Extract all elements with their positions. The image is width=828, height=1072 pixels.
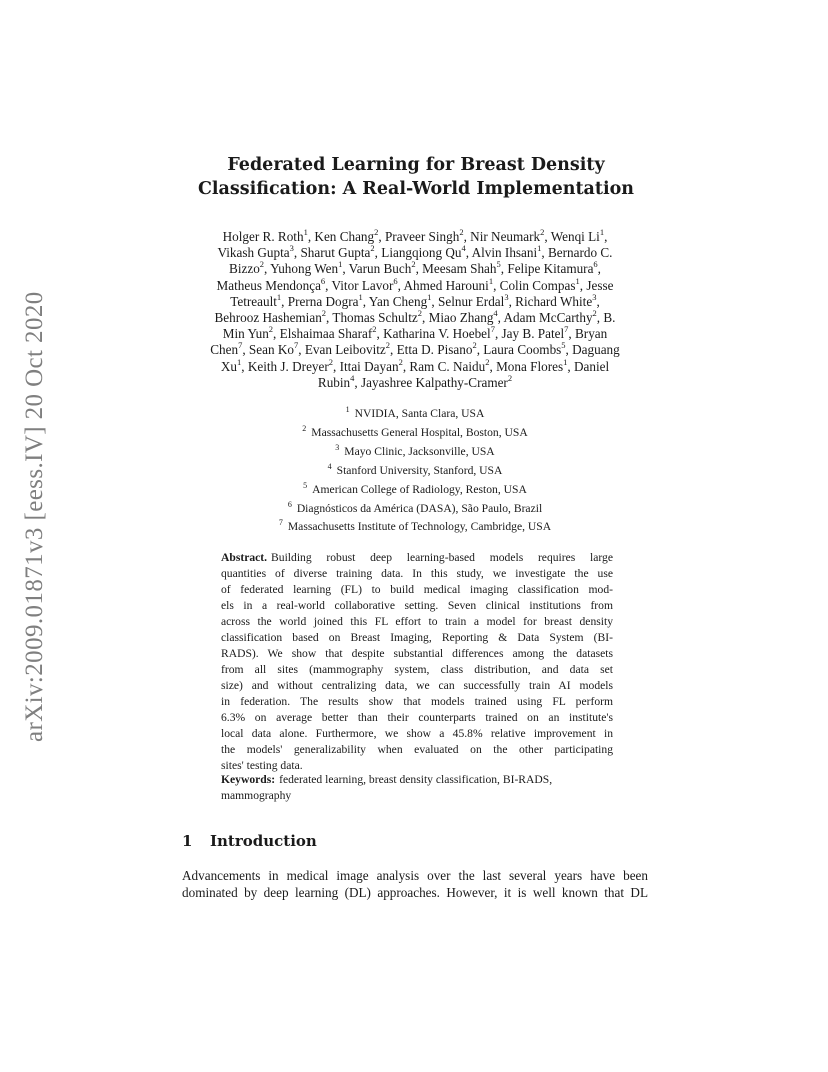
affiliation [182,479,648,498]
author-name: , Vitor Lavor [325,277,394,293]
author-name: , B. [596,310,616,326]
affiliation [182,516,648,535]
affiliation-marker: 7 [293,340,299,351]
abstract-label: Abstract. [221,551,268,564]
author-name: , Jayashree Kalpathy-Cramer [354,374,508,390]
affiliation-marker: 1 [358,291,363,302]
affiliation [182,441,648,460]
author-name: , Laura Coombs [476,342,562,358]
affiliation-marker: 2 [370,243,375,254]
body-text-line: Advancements in medical image analysis over the last several years have been [182,868,648,883]
author-name: Tetreault [230,293,277,309]
affiliation [182,498,648,517]
affiliation [182,403,648,422]
affiliation-marker: 1 [303,227,308,237]
affiliation-marker: 1 [338,259,343,270]
author-name: , Sean Ko [242,342,294,358]
affiliation [182,460,648,479]
affiliation-number: 4 [327,461,332,471]
author-name: Holger R. Roth [222,229,304,244]
author-name: , Keith J. Dreyer [241,358,329,374]
affiliation-marker: 2 [321,308,327,319]
author-name: , Sharut Gupta [293,245,371,261]
author-line [182,372,648,391]
author-name: , Yan Cheng [362,293,428,309]
affiliation-marker: 3 [289,243,294,254]
abstract [221,550,613,774]
affiliation-marker: 2 [328,356,334,367]
abstract-line: 6.3% on average better than their counterparts trained on an institute's [221,711,613,724]
author-name: , Bernardo C. [541,245,613,261]
author-name: , Evan Leibovitz [298,342,386,358]
affiliation-marker: 3 [504,291,509,302]
author-name: , Wenqi Li [544,229,600,244]
keywords [221,772,613,804]
author-name: , Mona Flores [489,358,564,374]
affiliation-marker: 5 [496,259,501,270]
affiliation-number: 6 [287,499,292,509]
affiliation-text: NVIDIA, Santa Clara, USA [354,407,485,420]
author-name: , Ram C. Naidu [402,358,486,374]
affiliation-text: Massachusetts General Hospital, Boston, USA [311,425,528,439]
author-line [182,275,648,294]
abstract-line: RADS). We show that despite substantial differences among the datasets [221,647,613,660]
affiliation-marker: 1 [599,227,605,237]
affiliation-text: American College of Radiology, Reston, USA [312,482,527,496]
author-line [182,326,648,342]
affiliation-marker: 2 [259,259,265,270]
author-line [182,229,648,245]
author-name: , Ittai Dayan [333,358,399,374]
abstract-line: classification based on Breast Imaging, Reporting & Data System (BI- [221,631,613,644]
affiliation-marker: 1 [427,291,432,302]
affiliation-marker: 2 [385,340,391,351]
affiliation-marker: 1 [276,291,282,302]
affiliation-marker: 2 [374,227,379,237]
author-name: , Nir Neumark [463,229,541,244]
author-line [182,342,648,358]
affiliation-text: Mayo Clinic, Jacksonville, USA [344,444,495,458]
author-name: Min Yun [222,326,269,342]
author-name: , Yuhong Wen [264,261,339,277]
arxiv-identifier-stamp: arXiv:2009.01871v3 [eess.IV] 20 Oct 2020 [21,291,48,742]
author-name: Rubin [317,374,351,390]
affiliation-marker: 4 [493,308,498,319]
author-name: , Katharina V. Hoebel [376,326,491,342]
author-name: , Prerna Dogra [281,293,359,309]
affiliation-marker: 2 [411,259,416,270]
author-name: , Richard White [508,293,593,309]
author-name: , Daguang [565,342,620,358]
affiliation-marker: 2 [398,356,403,367]
affiliation-marker: 6 [393,275,398,286]
affiliation-marker: 1 [563,356,568,367]
affiliation-text: Diagnósticos da América (DASA), São Paulo, Brazil [296,501,543,515]
abstract-line: size) and without centralizing data, we can successfully train AI models [221,679,613,692]
affiliation-number: 3 [335,442,340,452]
title-line: Federated Learning for Breast Density [227,155,605,175]
section-number: 1 [182,832,193,850]
author-name: , [604,229,608,244]
affiliation-marker: 6 [593,259,598,270]
affiliation-marker: 2 [268,324,274,335]
author-name: Matheus Mendonça [216,277,321,293]
author-name: Xu [220,358,237,374]
affiliation-marker: 2 [372,324,377,335]
affiliation-marker: 1 [236,356,242,367]
author-name: , Ken Chang [307,229,375,244]
abstract-line: from all sites (mammography system, class distribution, and data set [221,663,613,676]
keywords-label: Keywords: [221,773,276,786]
affiliation-marker: 3 [592,291,597,302]
author-name: Chen [210,342,239,358]
author-name: , Felipe Kitamura [500,261,594,277]
affiliation-marker: 7 [490,324,495,335]
affiliation-marker: 1 [537,243,542,254]
affiliation-marker: 5 [561,340,566,351]
affiliation-marker: 2 [459,227,464,237]
abstract-line: the models' generalizability when evaluated on the other participating [221,743,613,756]
affiliation-marker: 2 [417,308,422,319]
affiliation-marker: 1 [488,275,494,286]
abstract-line: across the world joined this FL effort to train a model for breast density [221,615,613,628]
author-name: , Etta D. Pisano [390,342,473,358]
affiliation-number: 5 [303,480,308,490]
author-name: , Jesse [579,277,614,293]
affiliation-marker: 2 [485,356,490,367]
author-name: , Bryan [568,326,608,342]
section-title: Introduction [210,832,317,850]
title-line: Classification: A Real-World Implementation [197,179,635,199]
abstract-line: Abstract. Building robust deep learning-based models requires large [221,551,613,564]
abstract-line: sites' testing data. [221,759,303,772]
abstract-line: of federated learning (FL) to build medical imaging classification mod- [221,583,613,596]
abstract-line: in federation. The results show that models trained using FL perform [221,695,613,708]
author-name: , [597,261,601,277]
author-name: , Liangqiong Qu [374,245,462,261]
keywords-line: mammography [221,789,292,802]
abstract-line: quantities of diverse training data. In this study, we investigate the use [221,567,613,580]
author-name: , Jay B. Patel [494,326,565,342]
abstract-line: local data alone. Furthermore, we show a 45.8% relative improvement in [221,727,613,740]
affiliation-marker: 6 [320,275,326,286]
body-text-line: dominated by deep learning (DL) approaches. However, it is well known that DL [182,885,648,900]
affiliation-marker: 2 [592,308,597,319]
author-name: , Praveer Singh [378,229,460,244]
section-heading-introduction [182,831,317,851]
author-name: , Varun Buch [342,261,412,277]
author-name: , Ahmed Harouni [397,277,489,293]
affiliation-marker: 1 [575,275,580,286]
affiliation-marker: 2 [540,227,545,237]
affiliation [182,422,648,441]
author-name: Bizzo [229,261,260,277]
affiliation-marker: 7 [238,340,243,351]
affiliation-marker: 4 [350,372,355,383]
author-name: , Selnur Erdal [431,293,505,309]
keywords-line: Keywords: federated learning, breast density classification, BI-RADS, [221,773,553,786]
author-line [182,310,648,326]
affiliation-marker: 2 [507,372,513,383]
author-list [182,229,648,391]
author-name: , Elshaimaa Sharaf [273,326,373,342]
author-name: Vikash Gupta [217,245,290,261]
affiliation-marker: 2 [472,340,477,351]
author-line [182,356,648,375]
affiliation-text: Stanford University, Stanford, USA [336,463,503,477]
author-name: , Daniel [567,358,610,374]
affiliation-number: 1 [345,405,350,414]
affiliation-marker: 7 [564,324,569,335]
author-name: , Miao Zhang [422,310,494,326]
author-line [182,291,648,310]
author-name: Behrooz Hashemian [214,310,322,326]
author-name: , [596,293,600,309]
author-name: , Colin Compas [493,277,576,293]
abstract-line: els in a real-world collaborative setting. Seven clinical institutions from [221,599,613,612]
author-name: , Thomas Schultz [326,310,418,326]
author-name: , Alvin Ihsani [465,245,538,261]
affiliation-text: Massachusetts Institute of Technology, Cambridge, USA [287,520,552,534]
affiliation-number: 7 [278,518,283,528]
affiliation-marker: 4 [461,243,466,254]
paper-title [150,153,682,201]
introduction-body [182,867,648,901]
author-name: , Adam McCarthy [497,310,593,326]
affiliation-list [182,403,648,535]
affiliation-number: 2 [302,423,307,433]
author-name: , Meesam Shah [415,261,497,277]
